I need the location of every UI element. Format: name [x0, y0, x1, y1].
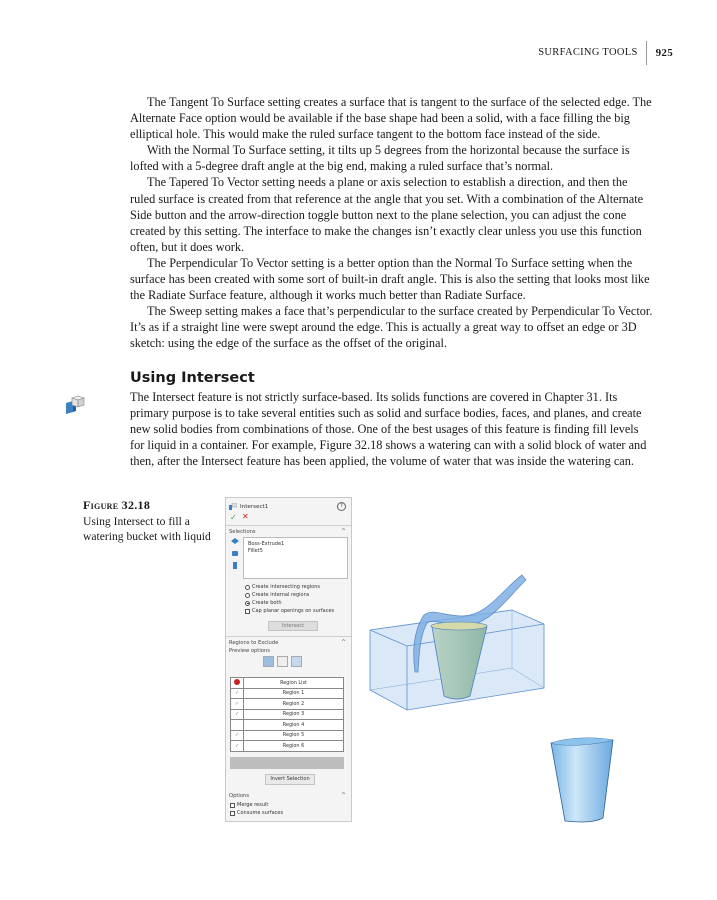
radio-button[interactable] [245, 601, 250, 606]
radio-button[interactable] [245, 593, 250, 598]
radio-button[interactable] [245, 585, 250, 590]
preview-show-all-icon[interactable] [291, 656, 302, 667]
region-label: Region 3 [244, 709, 344, 720]
row-check[interactable]: ✓ [231, 730, 244, 741]
ok-check-icon[interactable]: ✓ [230, 513, 237, 522]
table-row[interactable] [231, 709, 344, 720]
checkbox-consume-surfaces[interactable] [230, 810, 283, 816]
divider [226, 636, 351, 637]
radio-create-both[interactable] [245, 600, 282, 606]
radio-label: Create both [252, 600, 282, 606]
table-row[interactable] [231, 699, 344, 710]
figure-label: Figure 32.18 [83, 498, 151, 512]
intersect-feature-icon [64, 395, 86, 415]
running-head-section: SURFACING TOOLS [538, 41, 646, 65]
region-list-footer [230, 757, 344, 769]
running-head [538, 41, 673, 65]
collapse-caret-icon[interactable]: ^ [340, 792, 346, 799]
checkbox-label: Merge result [237, 802, 269, 808]
water-volume-result-illustration [545, 735, 615, 835]
region-label: Region 4 [244, 720, 344, 731]
paragraph: The Tapered To Vector setting needs a plane or axis selection to establish a direction, and then the ruled surface is created from that reference at the angle that you set. With a combination of the Alternate Side button and the arrow-direction toggle button next to the plane selection, you can adjust the cone created by this setting. The interface to make the changes isn’t exactly clear unless you use this function often, but it does work. [130, 175, 644, 254]
table-row[interactable] [231, 730, 344, 741]
help-icon[interactable]: ? [337, 502, 346, 511]
intersect-button[interactable]: Intersect [268, 621, 318, 631]
table-row[interactable] [231, 741, 344, 752]
region-list-table [230, 677, 344, 752]
checkbox-merge-result[interactable] [230, 802, 268, 808]
paragraph: The Intersect feature is not strictly surface-based. Its solids functions are covered in Chapter 31. Its primary purpose is to take several entities such as solid and surface bodies, faces, and planes, and create new solid bodies from combinations of those. One of the best usages of this feature is finding fill levels for liquid in a container. For example, Figure 32.18 shows a watering can with a solid block of water and then, after the Intersect feature has been applied, the volume of water that was inside the watering can. [130, 390, 647, 469]
paragraph: The Sweep setting makes a face that’s perpendicular to the surface created by Perpendicular To Vector. It’s as if a straight line were swept around the edge. This is actually a great way to offset an edge or 3D sketch: using the edge of the surface as the offset of the original. [130, 304, 653, 351]
region-list-header-label: Region List [244, 678, 344, 689]
checkbox-cap-planar-openings[interactable] [245, 608, 334, 614]
preview-options-buttons [263, 656, 302, 667]
checkbox[interactable] [230, 803, 235, 808]
watering-can-with-water-block-illustration [362, 560, 562, 720]
row-check[interactable]: ✓ [231, 688, 244, 699]
radio-create-internal-regions[interactable] [245, 592, 309, 598]
preview-show-included-icon[interactable] [263, 656, 274, 667]
bodies-selection-icon [231, 538, 239, 545]
row-check[interactable] [231, 720, 244, 731]
region-label: Region 1 [244, 688, 344, 699]
region-label: Region 5 [244, 730, 344, 741]
paragraph: The Perpendicular To Vector setting is a better option than the Normal To Surface setting when the surface has been created with some sort of built-in draft angle. This is also the setting that looks most like the Radiate Surface feature, although it works much better than Radiate Surface. [130, 255, 650, 303]
table-row[interactable] [231, 720, 344, 731]
selections-list[interactable] [243, 537, 348, 579]
paragraph: With the Normal To Surface setting, it tilts up 5 degrees from the horizontal because the surface is lofted with a 5-degree draft angle at the big end, making a ruled surface that’s normal. [130, 143, 630, 174]
region-label: Region 2 [244, 699, 344, 710]
selection-item[interactable]: Fillet5 [248, 547, 263, 554]
regions-to-exclude-title[interactable]: Regions to Exclude [229, 640, 279, 646]
row-check[interactable]: ✓ [231, 741, 244, 752]
region-label: Region 6 [244, 741, 344, 752]
section-heading: Using Intersect [130, 370, 255, 386]
solid-body-icon [231, 550, 239, 557]
collapse-caret-icon[interactable]: ^ [340, 528, 346, 535]
water-volume-body [551, 738, 613, 822]
options-group-title[interactable]: Options [229, 793, 250, 799]
table-row[interactable] [231, 688, 344, 699]
radio-label: Create intersecting regions [252, 584, 320, 590]
checkbox-label: Cap planar openings on surfaces [252, 608, 335, 614]
body-text-block-2 [130, 389, 653, 469]
collapse-caret-icon[interactable]: ^ [340, 639, 346, 646]
selection-item[interactable]: Boss-Extrude1 [248, 541, 285, 547]
cancel-x-icon[interactable]: ✕ [242, 512, 249, 521]
preview-options-label: Preview options [229, 648, 270, 654]
page-number: 925 [655, 47, 673, 59]
figure-caption [83, 498, 213, 545]
intersect-property-manager [225, 497, 352, 822]
radio-label: Create internal regions [252, 592, 310, 598]
pm-title: Intersect1 [240, 503, 269, 510]
checkbox[interactable] [245, 609, 250, 614]
selections-group-title[interactable]: Selections [229, 529, 256, 535]
surface-body-icon [231, 562, 239, 569]
exclude-icon [231, 678, 244, 689]
preview-hide-excluded-icon[interactable] [277, 656, 288, 667]
body-text-block-1 [130, 94, 653, 352]
radio-create-intersecting-regions[interactable] [245, 584, 320, 590]
invert-selection-button[interactable]: Invert Selection [265, 774, 315, 785]
checkbox[interactable] [230, 811, 235, 816]
pm-title-row [229, 501, 348, 512]
checkbox-label: Consume surfaces [237, 810, 284, 816]
row-check[interactable]: ✓ [231, 709, 244, 720]
paragraph: The Tangent To Surface setting creates a surface that is tangent to the surface of the selected edge. The Alternate Face option would be available if the base shape had been a solid, with a face filling the big elliptical hole. This would make the ruled surface tangent to the bottom face instead of the side. [130, 95, 652, 142]
region-list-header [231, 678, 344, 689]
figure-caption-text: Using Intersect to fill a watering bucket with liquid [83, 514, 211, 543]
intersect-feature-icon [229, 503, 237, 510]
divider [226, 525, 351, 526]
row-check[interactable]: ✓ [231, 699, 244, 710]
